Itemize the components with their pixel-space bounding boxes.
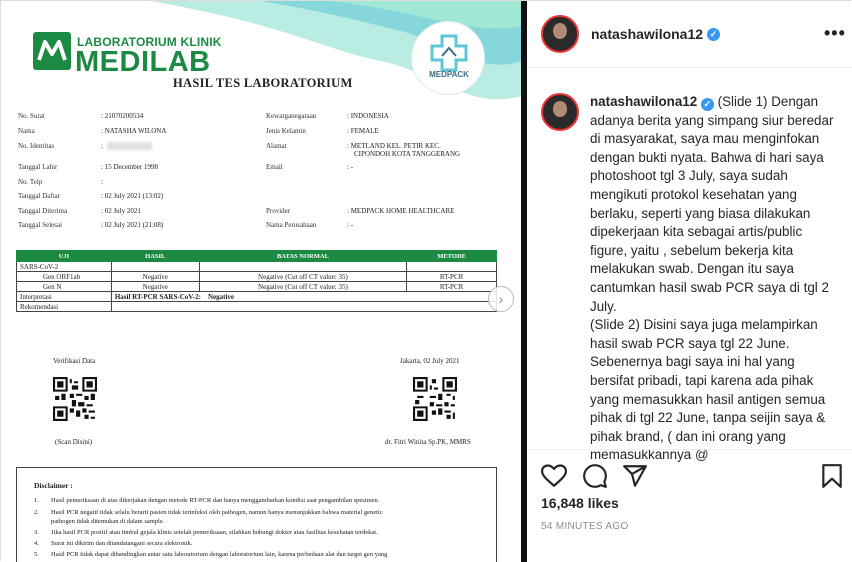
header-username[interactable]: natashawilona12 (591, 26, 704, 42)
field-value: : (101, 142, 103, 150)
table-row (17, 302, 497, 312)
field-value: : - (347, 163, 354, 171)
scan-label: (Scan Disini) (55, 438, 93, 446)
table-cell: Negative (111, 282, 199, 292)
medpack-cross-icon (412, 26, 486, 74)
post-caption (590, 93, 836, 463)
field-value: : MEDPACK HOME HEALTHCARE (347, 207, 455, 215)
post-media[interactable] (1, 1, 521, 562)
field-value: : INDONESIA (347, 112, 389, 120)
disclaimer-text: pathogen tidak ditemukan di dalam sample. (51, 518, 165, 525)
lab-report-document (1, 1, 521, 562)
next-slide-button[interactable] (488, 286, 514, 312)
field-label: Nama (18, 127, 35, 135)
comment-icon[interactable] (582, 463, 608, 489)
field-value: : 15 December 1998 (101, 163, 158, 171)
disclaimer-number: 4. (34, 540, 39, 547)
bookmark-icon[interactable] (821, 463, 843, 489)
field-label: Jenis Kelamin (266, 127, 306, 135)
verified-badge-icon: ✓ (707, 28, 720, 41)
field-label: Alamat (266, 142, 287, 150)
disclaimer-text: Hasil PCR negatif tidak selalu berarti pasien tidak terinfeksi oleh pathogen, namun hanya menunjukkan bahwa material genetic (51, 509, 383, 516)
field-value: CIPONDOH KOTA TANGGERANG (354, 150, 461, 158)
post-timestamp[interactable]: 54 MINUTES AGO (541, 521, 629, 532)
disclaimer-number: 5. (34, 551, 39, 558)
field-label: No. Telp (18, 178, 43, 186)
field-label: Kewarganegaraan (266, 112, 317, 120)
doctor-name: dr. Fitri Winita Sp.PK, MMRS (385, 438, 471, 446)
verification-label: Verifikasi Data (53, 357, 96, 365)
medilab-logo-icon (33, 32, 71, 70)
field-value: : 21070200534 (101, 112, 144, 120)
field-value: : 02 July 2021 (21:08) (101, 221, 164, 229)
field-value: : 02 July 2021 (101, 207, 141, 215)
table-cell: RT-PCR (407, 282, 497, 292)
table-row (17, 262, 497, 272)
table-row (17, 272, 497, 282)
field-label: Tanggal Selesai (18, 221, 63, 229)
table-cell: Negative (111, 272, 199, 282)
table-cell (111, 302, 496, 312)
post-header (527, 1, 852, 68)
field-label: Tanggal Diterima (18, 207, 68, 215)
field-label: No. Surat (18, 112, 45, 120)
disclaimer-number: 3. (34, 529, 39, 536)
field-label: Tanggal Lahir (18, 163, 58, 171)
table-cell (407, 262, 497, 272)
field-value: : - (347, 221, 354, 229)
disclaimer-text: Jika hasil PCR positif atau timbul gejala klinis setelah pemeriksaan, silahkan hubungi dokter atau fasilitas kesehatan terdekat. (51, 529, 378, 536)
column-header: HASIL (111, 251, 199, 262)
table-cell: SARS-CoV-2 (17, 262, 112, 272)
disclaimer-number: 1. (34, 497, 39, 504)
chevron-right-icon: › (498, 291, 504, 307)
disclaimer-number: 2. (34, 509, 39, 516)
table-cell: Rekomendasi (17, 302, 112, 312)
field-value: : (101, 178, 103, 186)
field-label: Provider (266, 207, 291, 215)
disclaimer-text: Surat ini dikirim dan ditandatangani secara elektronik. (51, 540, 193, 547)
post-sidebar (527, 1, 852, 562)
qr-code-icon (53, 377, 97, 421)
table-header-row (17, 251, 497, 262)
disclaimer-text: Hasil pemeriksaan di atas dikerjakan dengan metode RT-PCR dan hanya menggambarkan kondisi saat pengambilan spesimen. (51, 497, 380, 504)
logo-subtitle: LABORATORIUM KLINIK (77, 35, 222, 49)
field-label: No. Identitas (18, 142, 55, 150)
table-cell: Hasil RT-PCR SARS-CoV-2: Negative (111, 292, 496, 302)
share-icon[interactable] (622, 463, 648, 489)
column-header: UJI (17, 251, 112, 262)
signature-qr-code-icon (413, 377, 457, 421)
column-header: METODE (407, 251, 497, 262)
heart-icon[interactable] (541, 464, 567, 488)
table-row (17, 282, 497, 292)
table-cell (111, 262, 199, 272)
verified-badge-icon: ✓ (701, 98, 714, 111)
document-title: HASIL TES LABORATORIUM (173, 76, 353, 90)
more-options-icon[interactable]: ••• (824, 23, 846, 43)
disclaimer-box (16, 467, 497, 562)
table-cell: Negative (Cut off CT value: 35) (199, 282, 406, 292)
field-label: Nama Perusahaan (266, 221, 317, 229)
table-cell: Gen ORF1ab (17, 272, 112, 282)
caption-avatar[interactable] (541, 93, 579, 131)
table-cell: RT-PCR (407, 272, 497, 282)
field-label: Tanggal Daftar (18, 192, 61, 200)
results-table (16, 250, 497, 312)
medpack-label: MEDPACK (429, 70, 469, 79)
field-value: : METLAND KEL. PETIR KEC. (347, 142, 441, 150)
field-value: : 02 July 2021 (13:02) (101, 192, 164, 200)
table-cell: Interpretasi (17, 292, 112, 302)
table-row (17, 292, 497, 302)
likes-count[interactable]: 16,848 likes (541, 495, 619, 511)
disclaimer-title: Disclaimer : (34, 481, 73, 490)
field-value: : NATASHA WILONA (101, 127, 167, 135)
disclaimer-text: Hasil PCR tidak dapat dibandingkan antar satu laboratorium dengan laboratorium lain, karena perbedaan alat dan target gen yang (51, 551, 388, 558)
medpack-logo (411, 21, 485, 95)
logo-title: MEDILAB (75, 46, 211, 78)
column-header: BATAS NORMAL (199, 251, 406, 262)
redacted-id (107, 142, 152, 150)
caption-username[interactable]: natashawilona12 (590, 94, 698, 109)
table-cell: Negative (Cut off CT value: 35) (199, 272, 406, 282)
caption-text: (Slide 1) Dengan adanya berita yang simpang siur beredar di masyarakat, saya mau menginfokan dengan bukti nyata. Bahwa di hari saya photoshoot tgl 3 July, saya sudah mengikuti protokol kesehatan yang berlaku, seperti yang biasa dilakukan dipekerjaan kita sebagai artis/public figure, yaitu , sebelum bekerja kita melakukan swab. Dengan itu saya cantumkan hasil swab PCR saya di tgl 2 July. (Slide 2) Disini saya juga melampirkan hasil swab PCR saya tgl 22 June. Sebenernya bagi saya ini hal yang bersifat pribadi, tapi karena ada pihak yang memasukkan hasil antigen semua pihak di tgl 22 June, tanpa seijin saya & pihak brand, ( dan ini orang yang memasukkannya @ (590, 94, 834, 463)
avatar[interactable] (541, 15, 579, 53)
city-date: Jakarta, 02 July 2021 (400, 357, 460, 365)
field-label: Email (266, 163, 283, 171)
field-value: : FEMALE (347, 127, 379, 135)
table-cell: Gen N (17, 282, 112, 292)
table-cell (199, 262, 406, 272)
